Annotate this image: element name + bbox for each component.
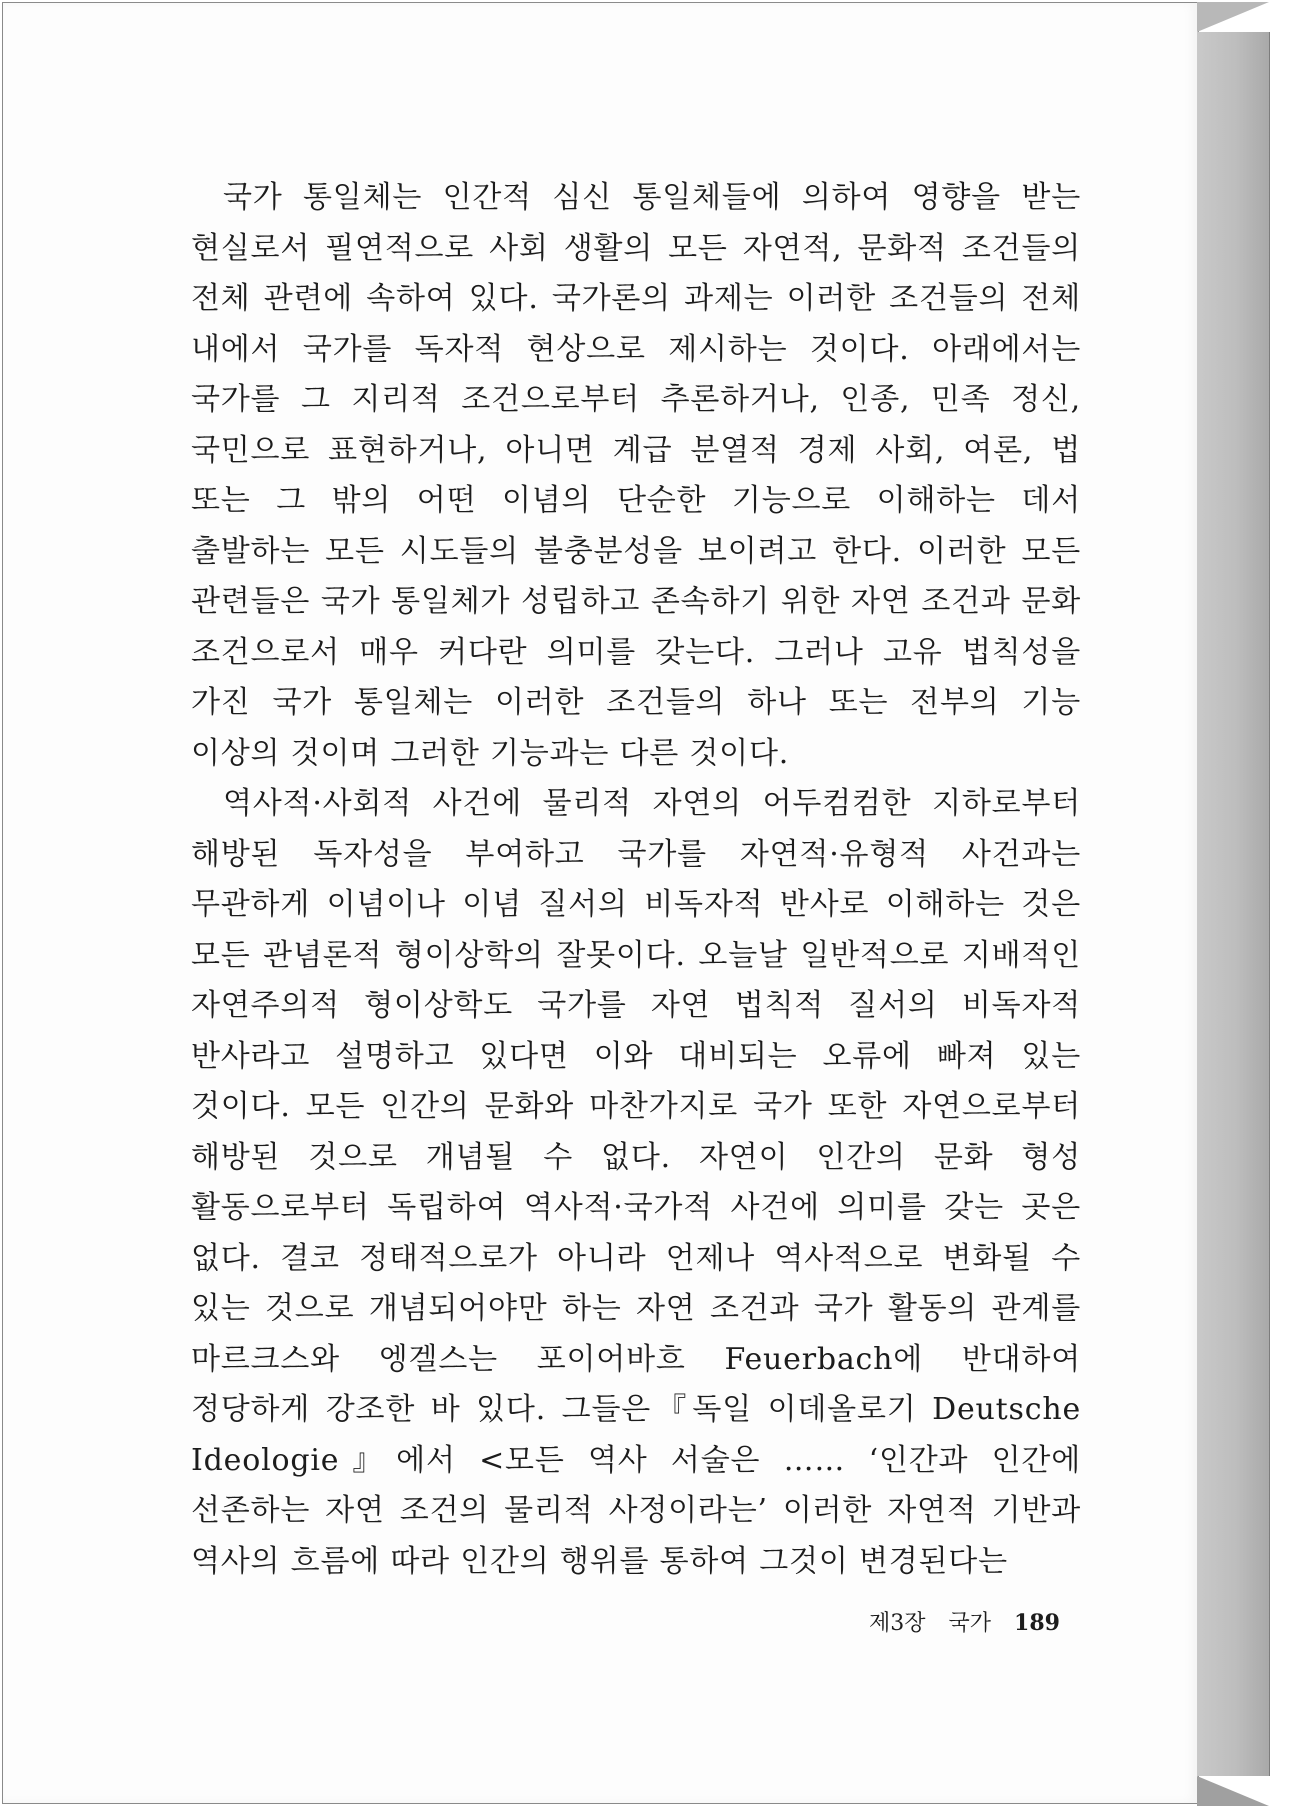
- book-edge-top: [1197, 2, 1269, 32]
- paragraph-2: 역사적·사회적 사건에 물리적 자연의 어두컴컴한 지하로부터 해방된 독자성을 부여하고 국가를 자연적·유형적 사건과는 무관하게 이념이나 이념 질서의 비독자적 반사로 이해하는 것은 모든 관념론적 형이상학의 잘못이다. 오늘날 일반적으로 지배적인 자연주의적 형이상학도 국가를 자연 법칙적 질서의 비독자적 반사라고 설명하고 있다면 이와 대비되는 오류에 빠져 있는 것이다. 모든 인간의 문화와 마찬가지로 국가 또한 자연으로부터 해방된 것으로 개념될 수 없다. 자연이 인간의 문화 형성 활동으로부터 독립하여 역사적·국가적 사건에 의미를 갖는 곳은 없다. 결코 정태적으로가 아니라 언제나 역사적으로 변화될 수 있는 것으로 개념되어야만 하는 자연 조건과 국가 활동의 관계를 마르크스와 엥겔스는 포이어바흐 Feuerbach에 반대하여 정당하게 강조한 바 있다. 그들은『독일 이데올로기 Deutsche Ideologie』에서 <모든 역사 서술은 …… ‘인간과 인간에 선존하는 자연 조건의 물리적 사정이라는’ 이러한 자연적 기반과 역사의 흐름에 따라 인간의 행위를 통하여 그것이 변경된다는: [191, 786, 1081, 1579]
- footer-section: 국가: [948, 1611, 992, 1636]
- book-edge-bottom: [1197, 1776, 1269, 1806]
- page-body: [191, 173, 1081, 1587]
- page-number: 189: [1014, 1610, 1060, 1636]
- book-page: [2, 2, 1199, 1804]
- footer-chapter: 제3장: [869, 1611, 926, 1636]
- paragraph-1: 국가 통일체는 인간적 심신 통일체들에 의하여 영향을 받는 현실로서 필연적으로 사회 생활의 모든 자연적, 문화적 조건들의 전체 관련에 속하여 있다. 국가론의 과제는 이러한 조건들의 전체 내에서 국가를 독자적 현상으로 제시하는 것이다. 아래에서는 국가를 그 지리적 조건으로부터 추론하거나, 인종, 민족 정신, 국민으로 표현하거나, 아니면 계급 분열적 경제 사회, 여론, 법 또는 그 밖의 어떤 이념의 단순한 기능으로 이해하는 데서 출발하는 모든 시도들의 불충분성을 보이려고 한다. 이러한 모든 관련들은 국가 통일체가 성립하고 존속하기 위한 자연 조건과 문화 조건으로서 매우 커다란 의미를 갖는다. 그러나 고유 법칙성을 가진 국가 통일체는 이러한 조건들의 하나 또는 전부의 기능 이상의 것이며 그러한 기능과는 다른 것이다.: [191, 180, 1081, 771]
- running-footer: [869, 1606, 1060, 1637]
- book-edge: [1197, 32, 1270, 1776]
